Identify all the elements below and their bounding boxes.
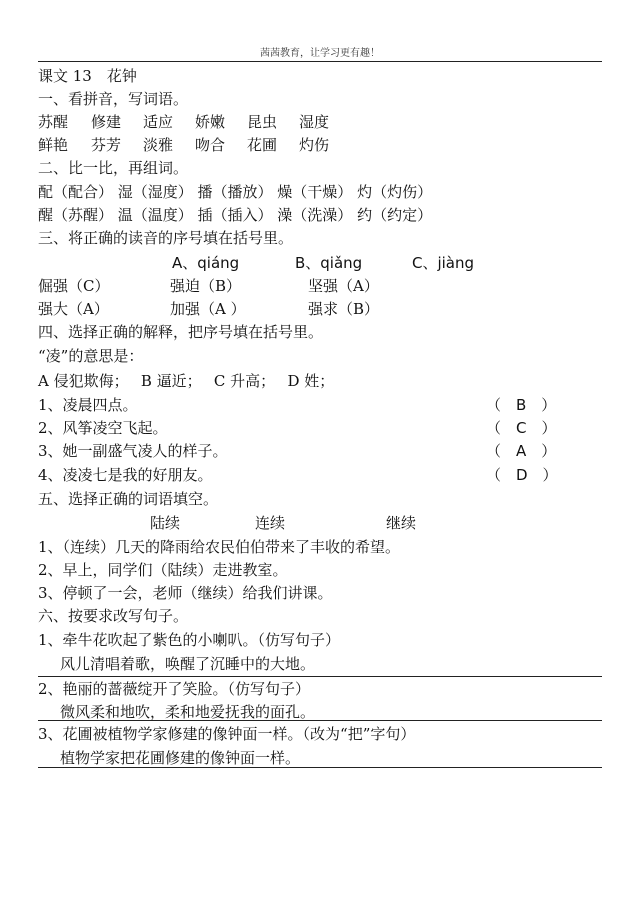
rewrite-answer: 植物学家把花圃修建的像钟面一样。 [60, 749, 301, 767]
answer-rule [38, 676, 602, 677]
meaning-question: 2、风筝凌空飞起。 [38, 419, 168, 437]
meaning-answer: （ C ） [486, 419, 557, 437]
vocab-word: 娇嫩 [195, 113, 226, 131]
rewrite-answer: 微风柔和地吹，柔和地爱抚我的面孔。 [60, 703, 316, 721]
fill-sentence: 3、停顿了一会，老师（继续）给我们讲课。 [38, 584, 333, 602]
section-2-heading: 二、比一比，再组词。 [38, 159, 189, 177]
word-choice: 陆续 [150, 514, 181, 532]
section-4-heading: 四、选择正确的解释，把序号填在括号里。 [38, 323, 324, 341]
answer-rule [38, 767, 602, 768]
word-choice: 连续 [255, 514, 286, 532]
word-meaning-label: “凌”的意思是： [38, 347, 144, 365]
fill-sentence: 2、早上，同学们（陆续）走进教室。 [38, 561, 288, 579]
meaning-question: 3、她一副盛气凌人的样子。 [38, 442, 228, 460]
section-1-heading: 一、看拼音，写词语。 [38, 90, 189, 108]
pinyin-item: 强求（B） [308, 300, 380, 318]
header-rule [38, 61, 602, 62]
section-3-heading: 三、将正确的读音的序号填在括号里。 [38, 229, 294, 247]
pinyin-item: 加强（A ） [170, 300, 246, 318]
compare-row-1: 配（配合） 湿（湿度） 播（播放） 燥（干燥） 灼（灼伤） [38, 183, 433, 201]
section-6-heading: 六、按要求改写句子。 [38, 607, 189, 625]
meaning-options: A 侵犯欺侮； B 逼近； C 升高； D 姓； [38, 372, 335, 390]
pinyin-option-b: B、qiǎng [295, 254, 363, 272]
lesson-title: 课文 13 花钟 [38, 67, 137, 85]
vocab-word: 淡雅 [143, 136, 174, 154]
meaning-answer: （ A ） [486, 442, 557, 460]
pinyin-item: 坚强（A） [308, 277, 379, 295]
vocab-word: 适应 [143, 113, 174, 131]
word-choice: 继续 [386, 514, 417, 532]
vocab-word: 苏醒 [38, 113, 69, 131]
pinyin-item: 倔强（C） [38, 277, 110, 295]
vocab-word: 芬芳 [91, 136, 122, 154]
compare-row-2: 醒（苏醒） 温（温度） 插（插入） 澡（洗澡） 约（约定） [38, 206, 433, 224]
meaning-question: 4、凌凌七是我的好朋友。 [38, 466, 213, 484]
vocab-word: 昆虫 [247, 113, 278, 131]
pinyin-item: 强大（A） [38, 300, 109, 318]
vocab-word: 鲜艳 [38, 136, 69, 154]
pinyin-item: 强迫（B） [170, 277, 242, 295]
rewrite-question: 2、艳丽的蔷薇绽开了笑脸。（仿写句子） [38, 680, 311, 698]
pinyin-option-a: A、qiáng [172, 254, 240, 272]
section-5-heading: 五、选择正确的词语填空。 [38, 490, 219, 508]
vocab-word: 灼伤 [299, 136, 330, 154]
fill-sentence: 1、（连续）几天的降雨给农民伯伯带来了丰收的希望。 [38, 538, 401, 556]
rewrite-answer: 风儿清唱着歌，唤醒了沉睡中的大地。 [60, 655, 316, 673]
rewrite-question: 1、牵牛花吹起了紫色的小喇叭。（仿写句子） [38, 631, 341, 649]
vocab-word: 修建 [91, 113, 122, 131]
meaning-answer: （ B ） [486, 396, 557, 414]
answer-rule [38, 720, 602, 721]
pinyin-option-c: C、jiàng [412, 254, 475, 272]
vocab-word: 湿度 [299, 113, 330, 131]
vocab-word: 吻合 [195, 136, 226, 154]
header-text: 茜茜教育，让学习更有趣！ [260, 48, 380, 59]
meaning-question: 1、凌晨四点。 [38, 396, 138, 414]
meaning-answer: （ D ） [486, 466, 558, 484]
rewrite-question: 3、花圃被植物学家修建的像钟面一样。（改为“把”字句） [38, 725, 416, 743]
vocab-word: 花圃 [247, 136, 278, 154]
